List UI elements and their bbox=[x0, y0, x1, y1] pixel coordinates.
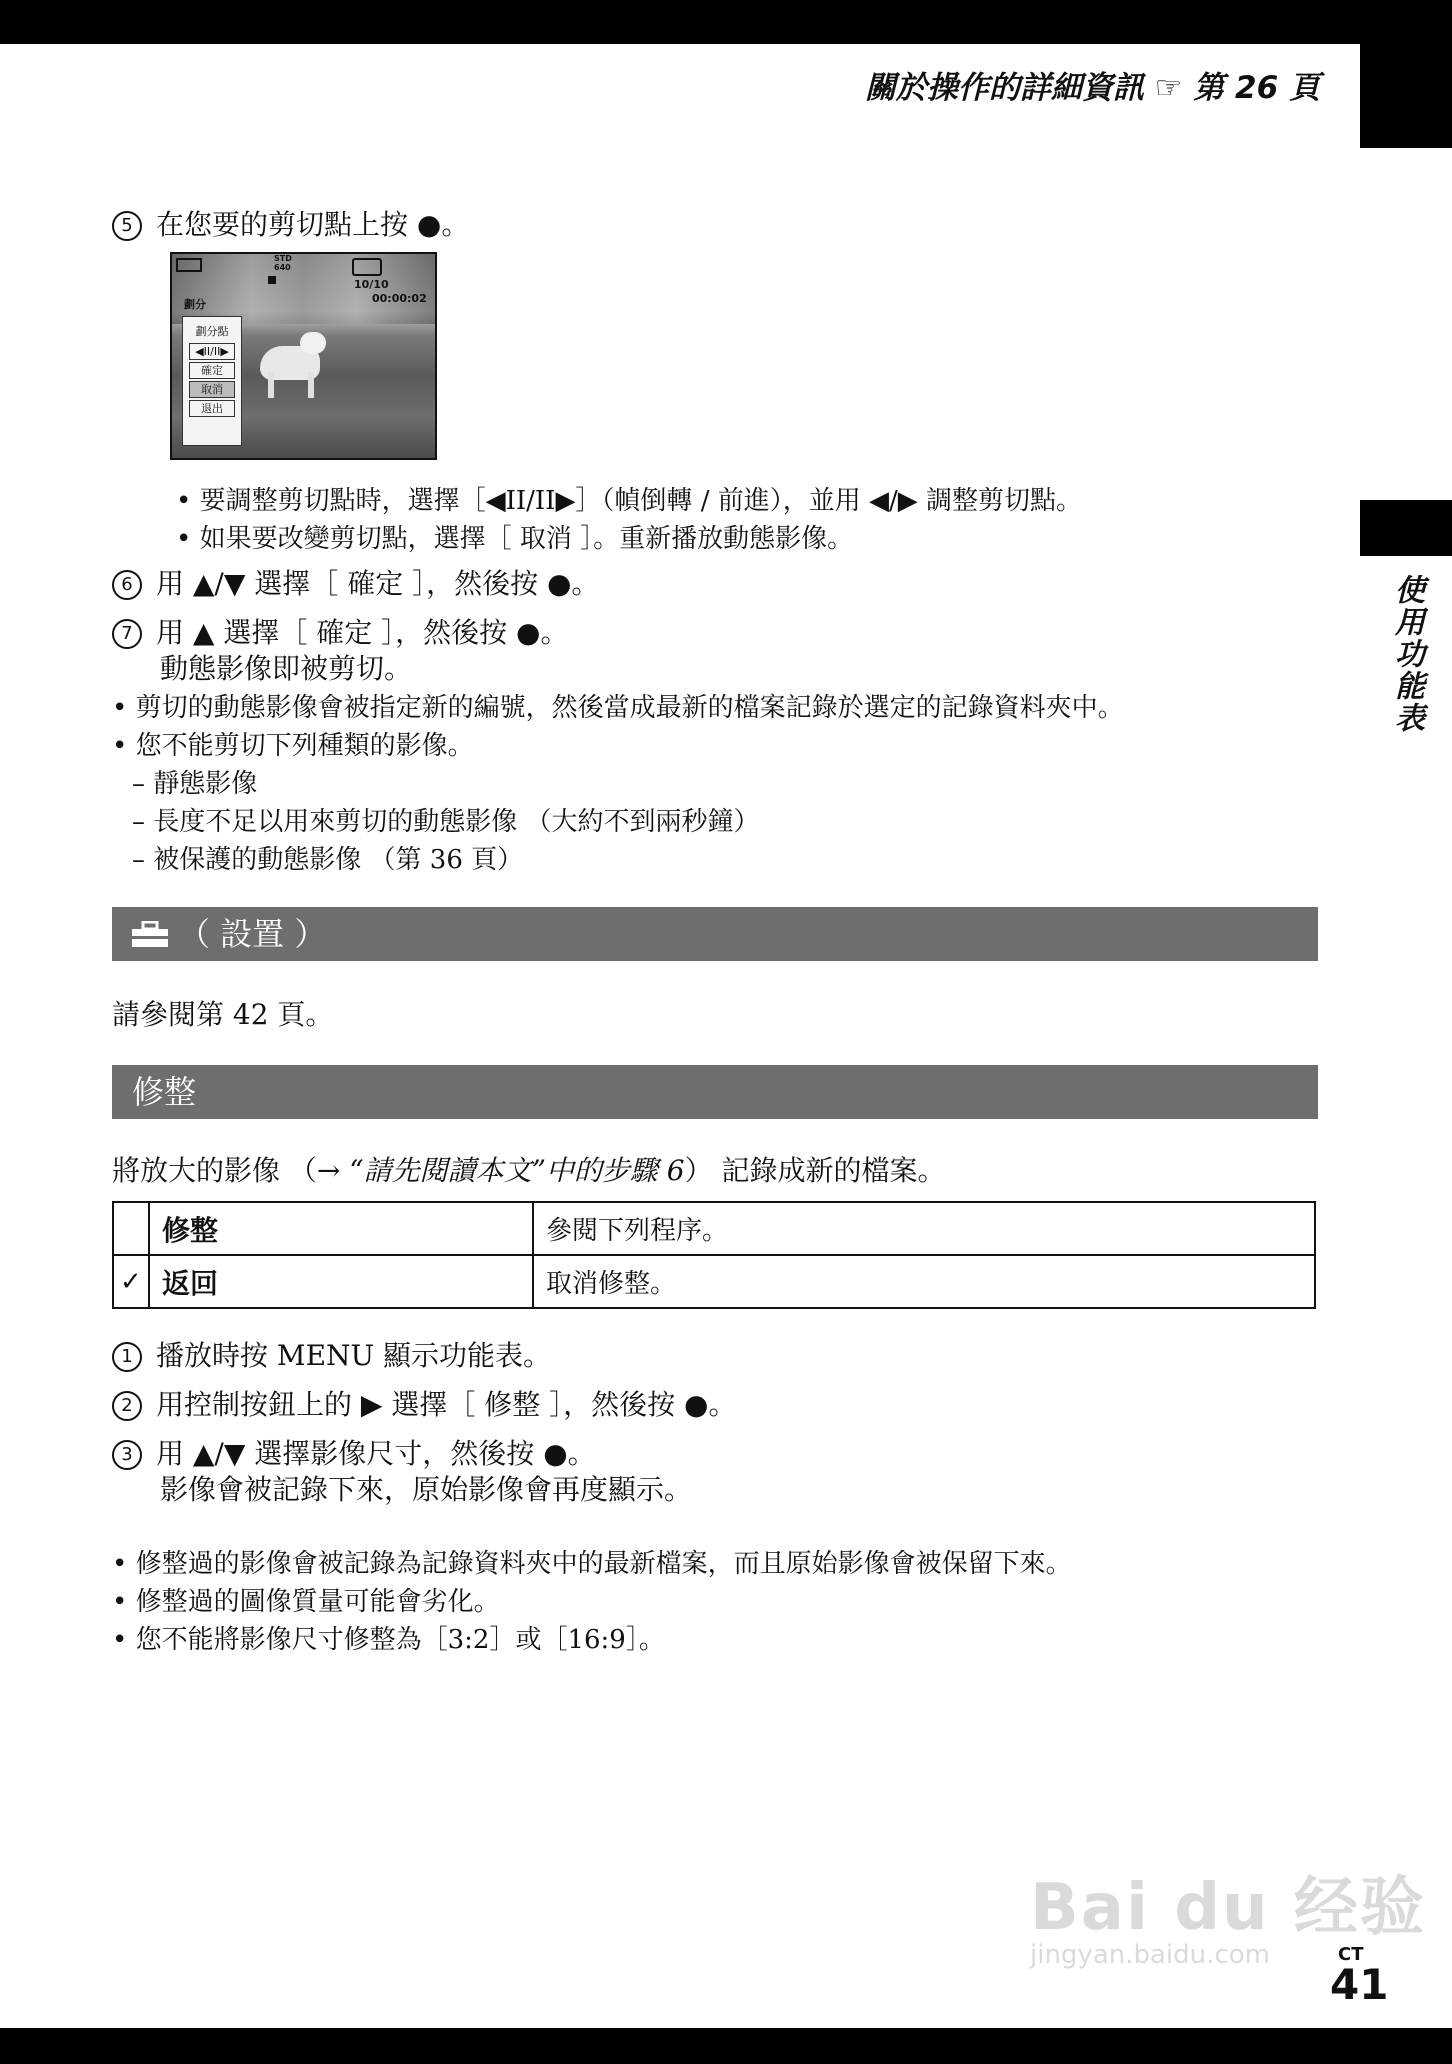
mode-label: 劃分 bbox=[184, 298, 206, 311]
locale-code: CT bbox=[1338, 1944, 1364, 1965]
corner-tab-block bbox=[1360, 44, 1452, 148]
option-name: 修整 bbox=[149, 1202, 533, 1255]
step-number: 7 bbox=[112, 619, 142, 649]
menu-item-exit[interactable]: 退出 bbox=[189, 400, 235, 417]
setup-section-text: 請參閱第 42 頁。 bbox=[112, 998, 334, 1031]
step-6 bbox=[112, 565, 599, 603]
dog-leg bbox=[308, 372, 314, 398]
note-line: • 您不能將影像尺寸修整為［3:2］或［16:9］。 bbox=[112, 1625, 665, 1655]
background-trees bbox=[172, 254, 435, 324]
stop-icon bbox=[268, 276, 276, 284]
note-line: • 修整過的圖像質量可能會劣化。 bbox=[112, 1587, 500, 1617]
menu-title: 劃分點 bbox=[195, 325, 229, 338]
step-number: 1 bbox=[112, 1342, 142, 1372]
trim-intro-b: ） 記錄成新的檔案。 bbox=[684, 1154, 946, 1187]
folder-icon bbox=[352, 258, 382, 276]
watermark-url: jingyan.baidu.com bbox=[1030, 1940, 1270, 1970]
baidu-watermark bbox=[1030, 1856, 1426, 1970]
trim-step-2 bbox=[112, 1386, 736, 1424]
checkmark-icon: ✓ bbox=[113, 1255, 149, 1308]
battery-icon bbox=[176, 258, 202, 272]
header-title: 關於操作的詳細資訊 bbox=[864, 70, 1144, 106]
divide-point-menu bbox=[182, 316, 242, 446]
camera-screen-image bbox=[170, 252, 437, 460]
table-row bbox=[113, 1255, 1315, 1308]
trim-step-3-result: 影像會被記錄下來，原始影像會再度顯示。 bbox=[160, 1473, 693, 1506]
trim-intro-ref: “請先閱讀本文”中的步驟 6 bbox=[349, 1154, 685, 1187]
trim-intro-a: 將放大的影像 （→ bbox=[112, 1154, 341, 1187]
step-text: 在您要的剪切點上按 ●。 bbox=[156, 208, 470, 241]
step-number: 3 bbox=[112, 1440, 142, 1470]
note-subline: – 靜態影像 bbox=[132, 769, 258, 799]
note-subline: – 長度不足以用來剪切的動態影像 （大約不到兩秒鐘） bbox=[132, 807, 760, 837]
note-line: • 剪切的動態影像會被指定新的編號，然後當成最新的檔案記錄於選定的記錄資料夾中。 bbox=[112, 693, 1124, 723]
page-number: 41 bbox=[1330, 1960, 1389, 2009]
menu-item-cancel[interactable]: 取消 bbox=[189, 381, 235, 398]
table-row bbox=[113, 1202, 1315, 1255]
step-number: 6 bbox=[112, 570, 142, 600]
note-line: • 如果要改變剪切點，選擇［ 取消 ］。重新播放動態影像。 bbox=[176, 524, 854, 554]
note-line: • 要調整剪切點時，選擇［◀II/II▶］（幀倒轉 / 前進），並用 ◀/▶ 調整剪切點。 bbox=[176, 486, 1083, 516]
pointing-hand-icon: ☞ bbox=[1154, 70, 1183, 106]
note-subline: – 被保護的動態影像 （第 36 頁） bbox=[132, 845, 524, 875]
trim-step-1 bbox=[112, 1337, 551, 1375]
step-text: 用控制按鈕上的 ▶ 選擇［ 修整 ］，然後按 ●。 bbox=[156, 1388, 737, 1421]
option-description: 參閱下列程序。 bbox=[533, 1202, 1315, 1255]
setup-section-title: （ 設置 ） bbox=[178, 915, 327, 953]
header-page-ref: 第 26 頁 bbox=[1193, 70, 1320, 106]
toolbox-icon bbox=[130, 921, 170, 949]
option-description: 取消修整。 bbox=[533, 1255, 1315, 1308]
step-text: 用 ▲ 選擇［ 確定 ］，然後按 ●。 bbox=[156, 616, 569, 649]
trim-intro bbox=[112, 1152, 946, 1190]
image-counter: 10/10 bbox=[354, 278, 389, 291]
step-text: 用 ▲/▼ 選擇［ 確定 ］，然後按 ●。 bbox=[156, 567, 600, 600]
step-text: 播放時按 MENU 顯示功能表。 bbox=[156, 1339, 552, 1372]
menu-item-ok[interactable]: 確定 bbox=[189, 362, 235, 379]
dog-head bbox=[300, 332, 326, 354]
top-bar bbox=[0, 0, 1452, 44]
trim-section-title: 修整 bbox=[132, 1073, 197, 1111]
step-number: 2 bbox=[112, 1391, 142, 1421]
step-number: 5 bbox=[112, 211, 142, 241]
quality-badge: STD bbox=[274, 254, 292, 263]
note-line: • 修整過的影像會被記錄為記錄資料夾中的最新檔案，而且原始影像會被保留下來。 bbox=[112, 1549, 1072, 1579]
trim-section-header bbox=[112, 1065, 1318, 1119]
trim-options-table bbox=[112, 1201, 1316, 1309]
dog-leg bbox=[268, 372, 274, 398]
step-text: 用 ▲/▼ 選擇影像尺寸，然後按 ●。 bbox=[156, 1437, 596, 1470]
option-name: 返回 bbox=[149, 1255, 533, 1308]
side-tab-block bbox=[1360, 500, 1452, 556]
step-5 bbox=[112, 206, 469, 244]
side-tab-label: 使用功能表 bbox=[1389, 574, 1424, 734]
watermark-logo: Bai du 经验 bbox=[1030, 1871, 1426, 1945]
default-mark-cell bbox=[113, 1202, 149, 1255]
time-counter: 00:00:02 bbox=[372, 292, 427, 305]
header-reference bbox=[760, 62, 1320, 107]
image-size-badge bbox=[274, 254, 292, 272]
trim-step-3 bbox=[112, 1435, 596, 1473]
step-7-result: 動態影像即被剪切。 bbox=[160, 652, 413, 685]
note-line: • 您不能剪切下列種類的影像。 bbox=[112, 731, 474, 761]
setup-section-header bbox=[112, 907, 1318, 961]
bottom-bar bbox=[0, 2028, 1452, 2064]
step-7 bbox=[112, 614, 568, 652]
size-badge: 640 bbox=[274, 263, 291, 272]
frame-step-button[interactable]: ◀II/II▶ bbox=[189, 343, 235, 360]
